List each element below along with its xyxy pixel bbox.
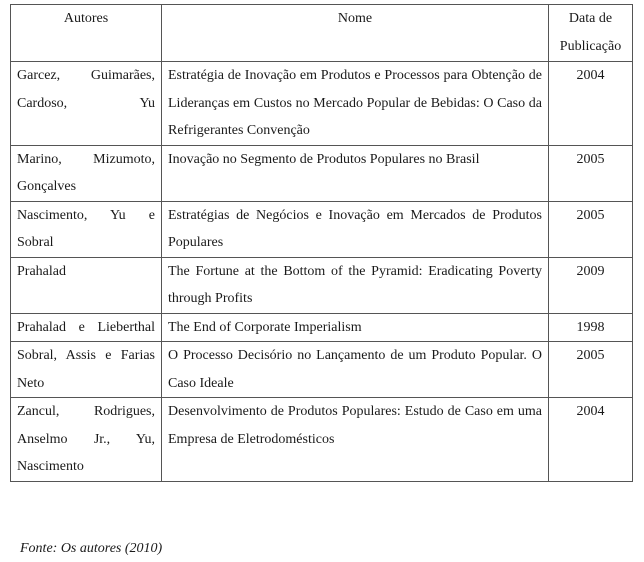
row-nome: Desenvolvimento de Produtos Populares: Estudo de Caso em uma Empresa de Eletrodomésticos — [162, 398, 549, 482]
row-nome: The End of Corporate Imperialism — [162, 313, 549, 342]
header-data: Data de Publicação — [549, 5, 633, 62]
header-autores: Autores — [11, 5, 162, 62]
row-autores: Prahalad e Lieberthal — [11, 313, 162, 342]
row-autores: Zancul, Rodrigues, Anselmo Jr., Yu, Nascimento — [11, 398, 162, 482]
row-autores: Marino, Mizumoto, Gonçalves — [11, 145, 162, 201]
row-autores: Sobral, Assis e Farias Neto — [11, 342, 162, 398]
table-header-row — [11, 5, 633, 62]
row-nome: O Processo Decisório no Lançamento de um Produto Popular. O Caso Ideale — [162, 342, 549, 398]
row-nome: Estratégias de Negócios e Inovação em Mercados de Produtos Populares — [162, 201, 549, 257]
row-autores: Garcez, Guimarães, Cardoso, Yu — [11, 62, 162, 146]
row-nome: Estratégia de Inovação em Produtos e Processos para Obtenção de Lideranças em Custos no Mercado Popular de Bebidas: O Caso da Refrigerantes Convenção — [162, 62, 549, 146]
source-caption: Fonte: Os autores (2010) — [20, 541, 163, 556]
row-data: 1998 — [549, 313, 633, 342]
references-table — [10, 4, 633, 482]
row-autores: Prahalad — [11, 257, 162, 313]
row-data: 2005 — [549, 201, 633, 257]
row-nome: The Fortune at the Bottom of the Pyramid: Eradicating Poverty through Profits — [162, 257, 549, 313]
row-autores: Nascimento, Yu e Sobral — [11, 201, 162, 257]
row-data: 2005 — [549, 145, 633, 201]
row-data: 2009 — [549, 257, 633, 313]
header-nome: Nome — [162, 5, 549, 62]
row-nome: Inovação no Segmento de Produtos Populares no Brasil — [162, 145, 549, 201]
table-row — [11, 342, 633, 398]
table-row — [11, 313, 633, 342]
table-row — [11, 257, 633, 313]
row-data: 2004 — [549, 398, 633, 482]
row-data: 2004 — [549, 62, 633, 146]
table-row — [11, 145, 633, 201]
table-row — [11, 201, 633, 257]
row-data: 2005 — [549, 342, 633, 398]
table-row — [11, 62, 633, 146]
table-row — [11, 398, 633, 482]
